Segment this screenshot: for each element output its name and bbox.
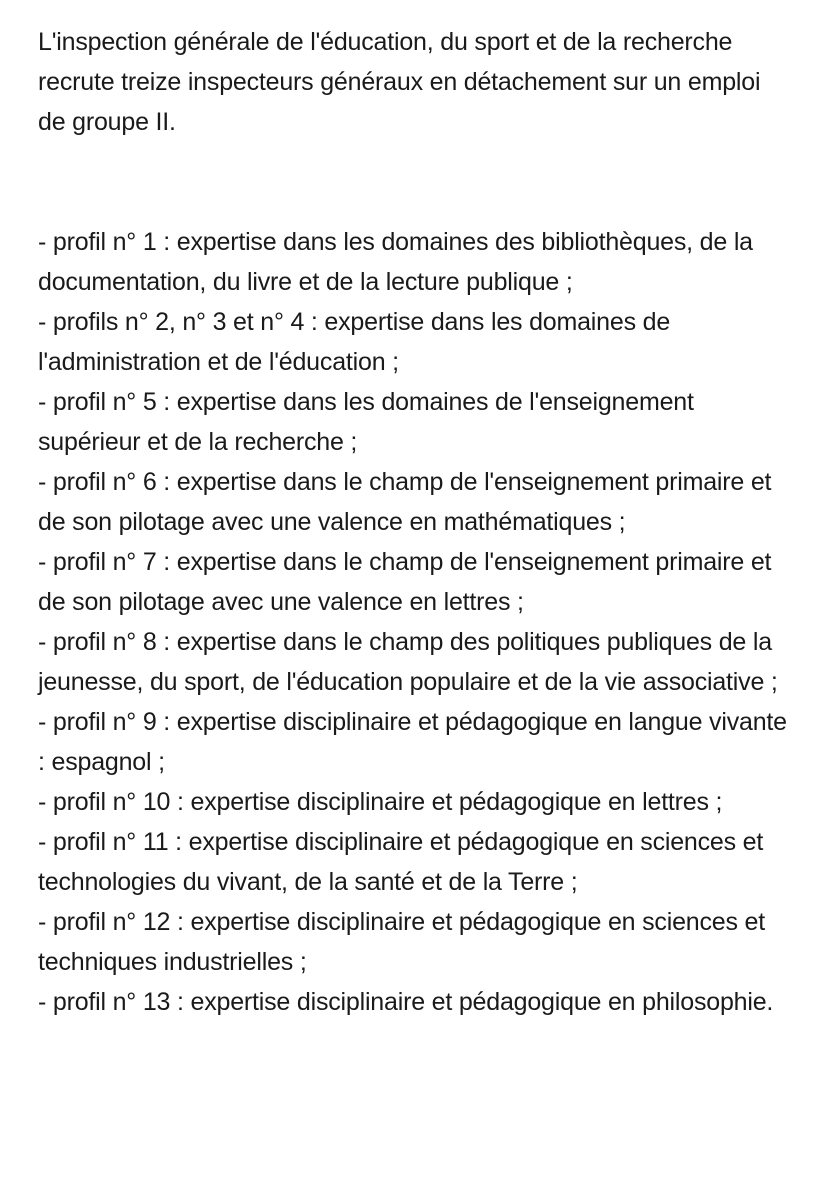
profile-item-9: - profil n° 9 : expertise disciplinaire et pédagogique en langue vivante : espagnol ;	[38, 708, 787, 776]
profile-item-12: - profil n° 12 : expertise disciplinaire et pédagogique en sciences et techniques industrielles ;	[38, 908, 765, 976]
profile-item-2-3-4: - profils n° 2, n° 3 et n° 4 : expertise dans les domaines de l'administration et de l'éducation ;	[38, 308, 671, 376]
intro-paragraph: L'inspection générale de l'éducation, du sport et de la recherche recrute treize inspecteurs généraux en détachement sur un emploi de groupe II.	[38, 28, 761, 136]
profile-item-8: - profil n° 8 : expertise dans le champ des politiques publiques de la jeunesse, du sport, de l'éducation populaire et de la vie associative ;	[38, 628, 778, 696]
profile-item-13: - profil n° 13 : expertise disciplinaire et pédagogique en philosophie.	[38, 988, 774, 1016]
profile-item-7: - profil n° 7 : expertise dans le champ de l'enseignement primaire et de son pilotage avec une valence en lettres ;	[38, 548, 772, 616]
profile-list	[38, 222, 793, 1022]
profile-item-11: - profil n° 11 : expertise disciplinaire et pédagogique en sciences et technologies du vivant, de la santé et de la Terre ;	[38, 828, 764, 896]
profile-item-6: - profil n° 6 : expertise dans le champ de l'enseignement primaire et de son pilotage avec une valence en mathématiques ;	[38, 468, 772, 536]
profile-item-10: - profil n° 10 : expertise disciplinaire et pédagogique en lettres ;	[38, 788, 723, 816]
profile-item-1: - profil n° 1 : expertise dans les domaines des bibliothèques, de la documentation, du livre et de la lecture publique ;	[38, 228, 753, 296]
profile-item-5: - profil n° 5 : expertise dans les domaines de l'enseignement supérieur et de la recherche ;	[38, 388, 694, 456]
